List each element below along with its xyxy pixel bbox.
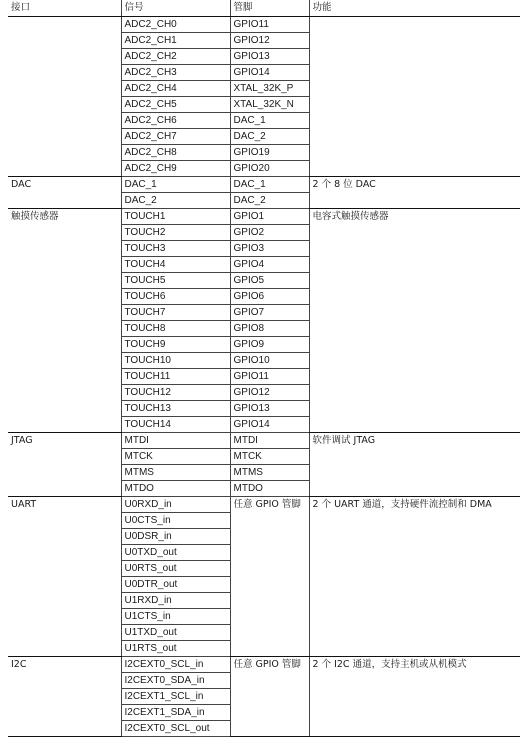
pin-cell: GPIO11 [230, 369, 309, 385]
signal-cell: TOUCH13 [121, 401, 230, 417]
header-pin: 管脚 [230, 0, 309, 17]
signal-cell: TOUCH3 [121, 241, 230, 257]
signal-cell: TOUCH5 [121, 273, 230, 289]
function-cell [309, 17, 520, 177]
signal-cell: U1RXD_in [121, 593, 230, 609]
signal-cell: TOUCH7 [121, 305, 230, 321]
pin-cell: GPIO19 [230, 145, 309, 161]
signal-cell: MTMS [121, 465, 230, 481]
signal-cell: ADC2_CH4 [121, 81, 230, 97]
signal-cell: ADC2_CH7 [121, 129, 230, 145]
header-signal: 信号 [121, 0, 230, 17]
pin-cell: DAC_2 [230, 193, 309, 209]
signal-cell: U1RTS_out [121, 641, 230, 657]
pin-cell: GPIO13 [230, 49, 309, 65]
function-cell: 电容式触摸传感器 [309, 209, 520, 433]
signal-cell: ADC2_CH8 [121, 145, 230, 161]
signal-cell: TOUCH4 [121, 257, 230, 273]
signal-cell: TOUCH10 [121, 353, 230, 369]
table-row [8, 433, 520, 449]
pin-cell: GPIO2 [230, 225, 309, 241]
table-row [8, 209, 520, 225]
signal-cell: DAC_1 [121, 177, 230, 193]
pin-cell: GPIO14 [230, 417, 309, 433]
pin-cell: GPIO4 [230, 257, 309, 273]
signal-cell: MTDO [121, 481, 230, 497]
table-row [8, 17, 520, 33]
signal-cell: TOUCH8 [121, 321, 230, 337]
pin-cell: GPIO9 [230, 337, 309, 353]
pin-cell: MTMS [230, 465, 309, 481]
table-header-row [8, 0, 520, 17]
pin-cell: MTDO [230, 481, 309, 497]
signal-cell: DAC_2 [121, 193, 230, 209]
pin-cell: GPIO10 [230, 353, 309, 369]
signal-cell: ADC2_CH1 [121, 33, 230, 49]
signal-cell: U0DSR_in [121, 529, 230, 545]
pin-cell: GPIO20 [230, 161, 309, 177]
signal-cell: ADC2_CH5 [121, 97, 230, 113]
pin-cell: XTAL_32K_N [230, 97, 309, 113]
table-row [8, 657, 520, 673]
signal-cell: ADC2_CH6 [121, 113, 230, 129]
interface-cell [8, 17, 121, 177]
pin-cell: MTDI [230, 433, 309, 449]
pin-cell: MTCK [230, 449, 309, 465]
signal-cell: U0RXD_in [121, 497, 230, 513]
interface-cell: JTAG [8, 433, 121, 497]
pin-cell: GPIO8 [230, 321, 309, 337]
table-body [8, 17, 520, 737]
pin-cell: GPIO5 [230, 273, 309, 289]
signal-cell: TOUCH1 [121, 209, 230, 225]
signal-cell: ADC2_CH2 [121, 49, 230, 65]
pin-cell: GPIO13 [230, 401, 309, 417]
pin-cell: 任意 GPIO 管脚 [230, 657, 309, 737]
signal-cell: U1CTS_in [121, 609, 230, 625]
signal-cell: TOUCH12 [121, 385, 230, 401]
pin-cell: GPIO6 [230, 289, 309, 305]
signal-cell: U1TXD_out [121, 625, 230, 641]
signal-cell: TOUCH9 [121, 337, 230, 353]
interface-cell: UART [8, 497, 121, 657]
interface-cell: 触摸传感器 [8, 209, 121, 433]
pin-cell: XTAL_32K_P [230, 81, 309, 97]
signal-cell: ADC2_CH0 [121, 17, 230, 33]
pin-cell: 任意 GPIO 管脚 [230, 497, 309, 657]
pin-cell: DAC_1 [230, 177, 309, 193]
signal-cell: ADC2_CH3 [121, 65, 230, 81]
header-interface: 接口 [8, 0, 121, 17]
signal-cell: U0DTR_out [121, 577, 230, 593]
signal-cell: ADC2_CH9 [121, 161, 230, 177]
signal-cell: TOUCH2 [121, 225, 230, 241]
pin-cell: GPIO11 [230, 17, 309, 33]
signal-cell: I2CEXT0_SCL_out [121, 721, 230, 737]
interface-cell: I2C [8, 657, 121, 737]
header-function: 功能 [309, 0, 520, 17]
table-row [8, 497, 520, 513]
signal-cell: TOUCH14 [121, 417, 230, 433]
peripheral-pin-table [8, 0, 520, 737]
signal-cell: MTDI [121, 433, 230, 449]
pin-cell: GPIO3 [230, 241, 309, 257]
function-cell: 2 个 UART 通道，支持硬件流控制和 DMA [309, 497, 520, 657]
function-cell: 2 个 8 位 DAC [309, 177, 520, 209]
function-cell: 软件调试 JTAG [309, 433, 520, 497]
pin-cell: DAC_2 [230, 129, 309, 145]
signal-cell: I2CEXT0_SDA_in [121, 673, 230, 689]
signal-cell: I2CEXT1_SDA_in [121, 705, 230, 721]
signal-cell: TOUCH11 [121, 369, 230, 385]
signal-cell: U0RTS_out [121, 561, 230, 577]
pin-cell: GPIO12 [230, 33, 309, 49]
pin-cell: DAC_1 [230, 113, 309, 129]
pin-cell: GPIO14 [230, 65, 309, 81]
function-cell: 2 个 I2C 通道，支持主机或从机模式 [309, 657, 520, 737]
pin-cell: GPIO12 [230, 385, 309, 401]
signal-cell: U0CTS_in [121, 513, 230, 529]
signal-cell: TOUCH6 [121, 289, 230, 305]
table-row [8, 177, 520, 193]
signal-cell: I2CEXT1_SCL_in [121, 689, 230, 705]
pin-cell: GPIO1 [230, 209, 309, 225]
signal-cell: I2CEXT0_SCL_in [121, 657, 230, 673]
signal-cell: MTCK [121, 449, 230, 465]
signal-cell: U0TXD_out [121, 545, 230, 561]
interface-cell: DAC [8, 177, 121, 209]
pin-cell: GPIO7 [230, 305, 309, 321]
